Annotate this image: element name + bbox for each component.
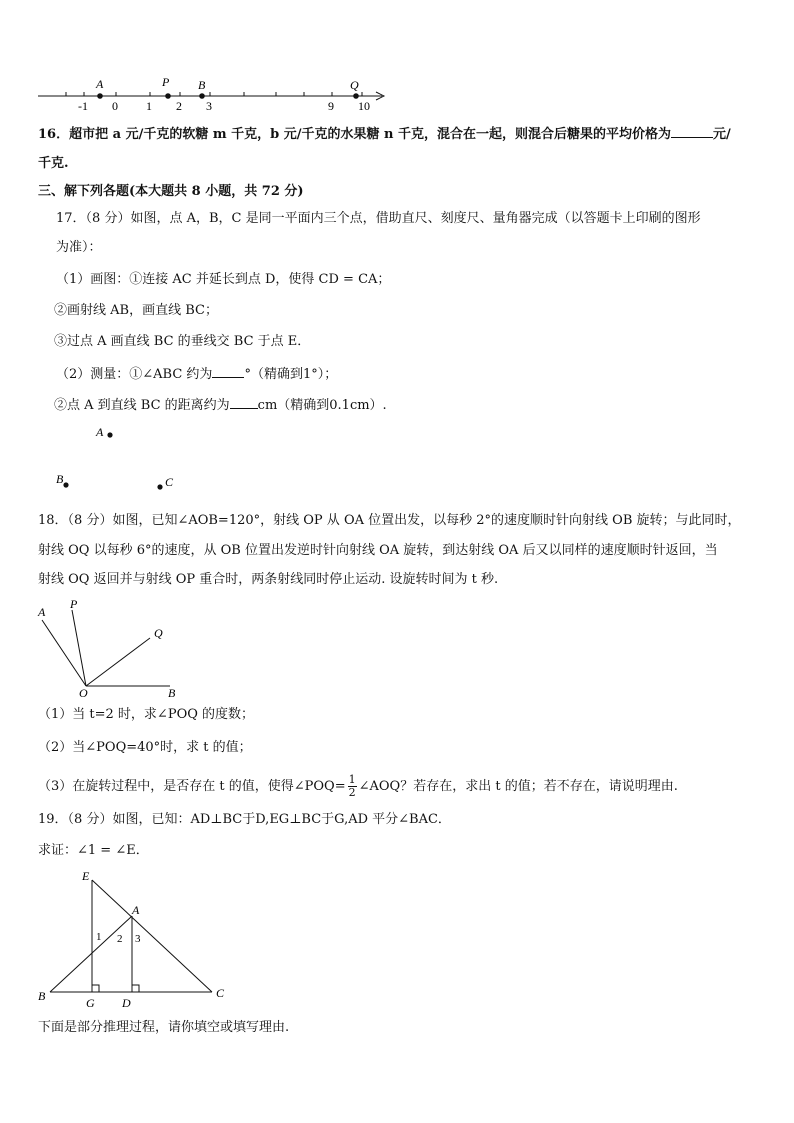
q19-angle-2: 2 [117, 933, 123, 945]
q17-angle-text: （2）测量：①∠ABC 约为 [56, 367, 213, 382]
tick-10: 10 [358, 99, 370, 113]
q16-line2: 千克. [38, 156, 69, 171]
q17-point-c [157, 484, 162, 489]
label-p: P [162, 75, 170, 89]
label-a: A [96, 77, 104, 91]
q18-label-b: B [168, 686, 176, 700]
q17-dist-unit: cm（精确到0.1cm）. [257, 398, 387, 413]
q19-label-e: E [82, 869, 90, 883]
q17-point-b [63, 482, 68, 487]
q17-label-c: C [165, 475, 174, 489]
point-a-dot [97, 93, 103, 99]
q17-angle-unit: °（精确到1°）； [244, 367, 338, 382]
q19-label-d: D [122, 996, 131, 1010]
q17-dist-text: ②点 A 到直线 BC 的距离约为 [54, 398, 230, 413]
q19-line2: 求证：∠1 = ∠E． [38, 843, 149, 858]
q17-angle-blank[interactable] [212, 365, 244, 378]
q16-blank[interactable] [671, 125, 713, 138]
label-q: Q [350, 78, 359, 92]
q19-line3: 下面是部分推理过程，请你填空或填写理由. [38, 1020, 290, 1035]
half-fraction [348, 774, 357, 799]
q19-figure [34, 866, 234, 1012]
tick-1: 1 [146, 99, 152, 113]
q17-line1: 17．（8 分）如图，点 A，B，C 是同一平面内三个点，借助直尺、刻度尺、量角器完成（以答题卡上印刷的图形 [56, 211, 701, 226]
q17-line6 [56, 365, 337, 384]
section-title: 三、解下列各题(本大题共 8 小题，共 72 分) [38, 184, 304, 199]
q18-label-a: A [38, 605, 46, 619]
tick-9: 9 [328, 99, 334, 113]
q17-line7 [54, 396, 387, 415]
q18-sub3-rest: ∠AOQ？若存在，求出 t 的值；若不存在，请说明理由. [358, 779, 678, 794]
q17-line2: 为准）： [56, 240, 102, 255]
tick-minus1: -1 [78, 99, 88, 113]
q17-dist-blank[interactable] [230, 396, 258, 409]
q18-label-p: P [70, 597, 78, 611]
q19-line1: 19．（8 分）如图，已知：AD⊥BC于D,EG⊥BC于G,AD 平分∠BAC． [38, 812, 451, 827]
q19-angle-1: 1 [96, 931, 102, 943]
tick-2: 2 [176, 99, 182, 113]
q17-label-b: B [56, 472, 64, 486]
q18-sub3 [38, 774, 678, 799]
number-line-figure [30, 72, 400, 116]
q17-label-a: A [96, 425, 104, 439]
q18-sub3-text: （3）在旋转过程中，是否存在 t 的值，使得∠POQ= [38, 779, 346, 794]
q18-sub2: （2）当∠POQ=40°时，求 t 的值； [38, 740, 252, 755]
q17-figure [50, 420, 190, 500]
q17-line5: ③过点 A 画直线 BC 的垂线交 BC 于点 E． [54, 334, 311, 349]
q17-point-a [107, 432, 112, 437]
q19-label-c: C [216, 986, 225, 1000]
q16-unit: 元/ [713, 127, 731, 142]
q18-sub1: （1）当 t=2 时，求∠POQ 的度数； [38, 707, 255, 722]
q19-angle-3: 3 [135, 933, 141, 945]
fraction-numerator: 1 [348, 773, 356, 786]
q19-label-a: A [132, 903, 140, 917]
point-q-dot [353, 93, 359, 99]
q16-text: 16．超市把 a 元/千克的软糖 m 千克，b 元/千克的水果糖 n 千克，混合在一起，则混合后糖果的平均价格为 [38, 127, 671, 142]
q16-line1 [38, 125, 731, 144]
q18-label-o: O [79, 686, 88, 700]
q18-figure [34, 596, 194, 700]
label-b: B [198, 78, 206, 92]
q18-line2: 射线 OQ 以每秒 6°的速度，从 OB 位置出发逆时针向射线 OA 旋转，到达射线 OA 后又以同样的速度顺时针返回，当 [38, 543, 718, 558]
q18-line1: 18．（8 分）如图，已知∠AOB=120°，射线 OP 从 OA 位置出发，以每秒 2°的速度顺时针向射线 OB 旋转；与此同时， [38, 513, 741, 528]
q19-label-g: G [86, 996, 95, 1010]
tick-3: 3 [206, 99, 212, 113]
q18-line3: 射线 OQ 返回并与射线 OP 重合时，两条射线同时停止运动. 设旋转时间为 t 秒. [38, 572, 499, 587]
tick-0: 0 [112, 99, 118, 113]
point-p-dot [165, 93, 171, 99]
q17-line4: ②画射线 AB，画直线 BC； [54, 303, 218, 318]
point-b-dot [199, 93, 205, 99]
q19-label-b: B [38, 989, 46, 1003]
q17-line3: （1）画图：①连接 AC 并延长到点 D，使得 CD = CA； [56, 272, 391, 287]
fraction-denominator: 2 [348, 786, 356, 799]
q18-label-q: Q [154, 626, 163, 640]
